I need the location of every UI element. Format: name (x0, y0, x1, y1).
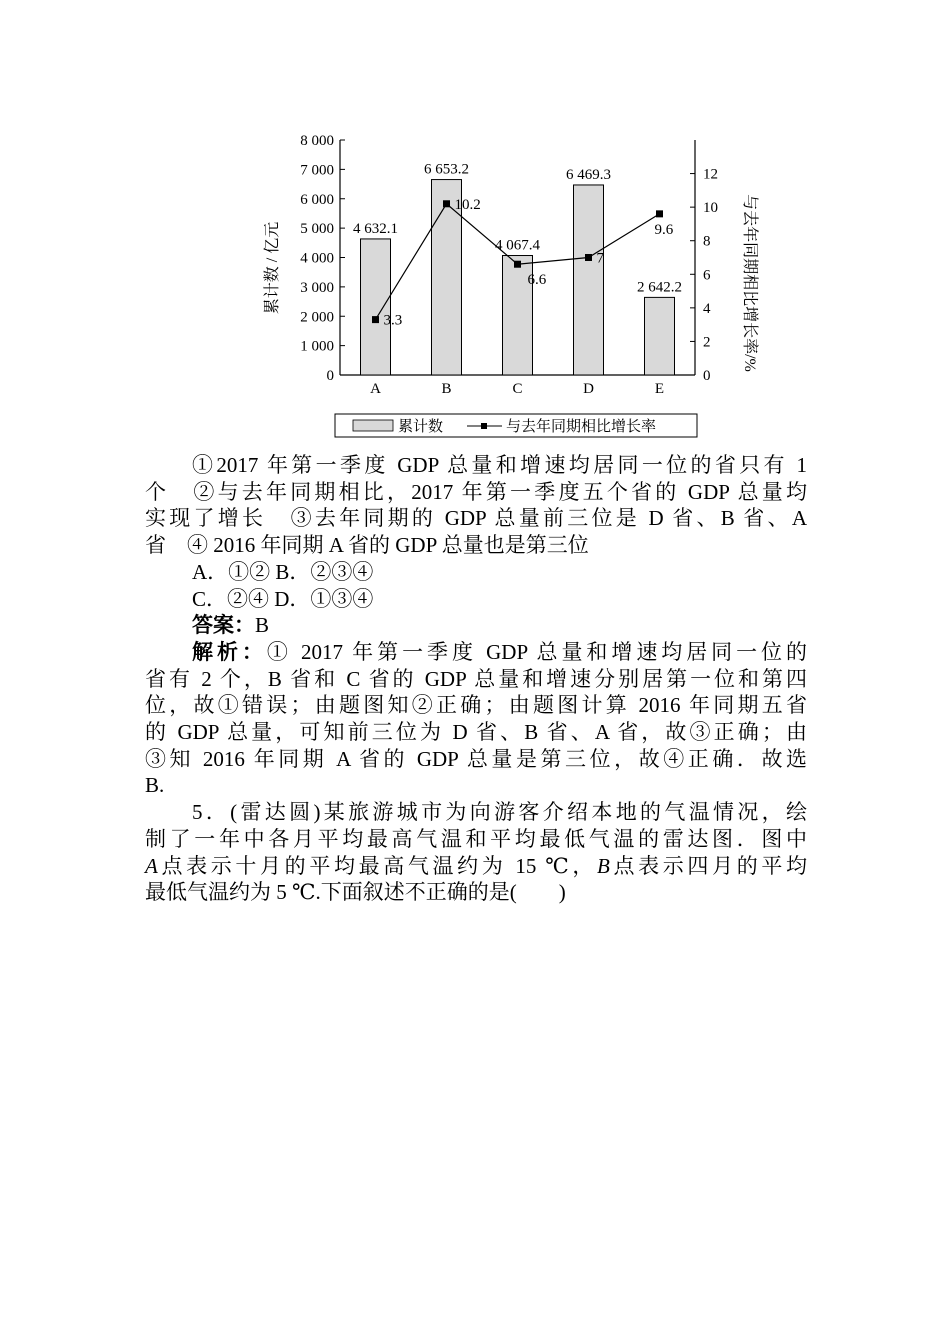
growth-rate-label: 7 (596, 250, 604, 267)
x-tick-label: E (654, 381, 665, 397)
x-tick-label: D (583, 381, 594, 397)
bar-value-label: 6 469.3 (566, 166, 611, 183)
analysis-label: 解析： (192, 639, 267, 664)
next-question-line (145, 853, 807, 880)
point-b-label: B (597, 853, 610, 878)
analysis-line: B. (145, 773, 165, 798)
y-tick-label: 1 000 (300, 338, 334, 355)
growth-rate-label: 9.6 (654, 221, 674, 238)
bar (574, 185, 604, 375)
y-tick-label: 7 000 (300, 162, 334, 179)
analysis-line: ③知 2016 年同期 A 省的 GDP 总量是第三位，故④正确．故选 (145, 746, 807, 771)
y2-tick-label: 8 (703, 233, 711, 250)
legend (335, 414, 697, 437)
statement-line: 个 ②与去年同期相比，2017 年第一季度五个省的 GDP 总量均 (145, 479, 807, 504)
y-tick-label: 5 000 (300, 221, 334, 238)
growth-rate-point (443, 200, 450, 207)
bar-value-label: 2 642.2 (637, 279, 682, 296)
question-statements (145, 452, 807, 906)
next-question-text: 点表示十月的平均最高气温约为 15 ℃， (157, 853, 598, 878)
x-tick-label: A (370, 381, 381, 397)
left-axis-ticks (300, 133, 345, 384)
bar (361, 239, 391, 375)
statement-line: 实现了增长 ③去年同期的 GDP 总量前三位是 D 省、B 省、A (145, 506, 807, 531)
growth-rate-point (585, 254, 592, 261)
analysis-line: 省有 2 个，B 省和 C 省的 GDP 总量和增速分别居第一位和第四 (145, 666, 807, 691)
answer-line (145, 612, 807, 639)
bar-value-label: 4 067.4 (495, 237, 540, 254)
growth-rate-point (372, 316, 379, 323)
legend-bar-swatch (353, 420, 393, 431)
next-question-text: 点表示四月的平均 (609, 853, 807, 878)
y-tick-label: 4 000 (300, 250, 334, 267)
bar-value-label: 6 653.2 (424, 161, 469, 178)
analysis-line: 位，故①错误；由题图知②正确；由题图计算 2016 年同期五省 (145, 693, 807, 718)
y2-tick-label: 6 (703, 267, 711, 284)
gdp-chart (240, 118, 760, 448)
growth-rate-label: 6.6 (527, 272, 547, 289)
growth-rate-label: 10.2 (454, 196, 481, 213)
x-tick-label: B (441, 381, 452, 397)
y2-tick-label: 12 (703, 166, 718, 183)
analysis-line: 的 GDP 总量，可知前三位为 D 省、B 省、A 省，故③正确；由 (145, 720, 807, 745)
y2-tick-label: 2 (703, 334, 711, 351)
y-tick-label: 6 000 (300, 191, 334, 208)
options-line: A．①② B．②③④ (192, 559, 374, 584)
y-tick-label: 8 000 (300, 133, 334, 149)
analysis-text: ① 2017 年第一季度 GDP 总量和增速均居同一位的 (266, 639, 807, 664)
growth-rate-point (656, 210, 663, 217)
y-axis-title: 累计数 / 亿元 (264, 221, 281, 315)
growth-rate-label: 3.3 (383, 312, 403, 329)
next-question-line: 5．(雷达圆)某旅游城市为向游客介绍本地的气温情况，绘 (192, 800, 807, 825)
y-tick-label: 0 (326, 368, 334, 384)
y2-tick-label: 10 (703, 200, 718, 217)
answer-label: 答案： (192, 613, 255, 638)
growth-rate-point (514, 261, 521, 268)
y-tick-label: 2 000 (300, 309, 334, 326)
next-question-line: 最低气温约为 5 ℃.下面叙述不正确的是( ) (145, 880, 566, 905)
x-tick-label: C (512, 381, 523, 397)
next-question-line: 制了一年中各月平均最高气温和平均最低气温的雷达图．图中 (145, 826, 807, 851)
options-line: C．②④ D．①③④ (192, 586, 374, 611)
legend-line-label: 与去年同期相比增长率 (506, 419, 657, 435)
y-tick-label: 3 000 (300, 279, 334, 296)
bar-value-label: 4 632.1 (353, 220, 398, 237)
y2-tick-label: 0 (703, 368, 711, 384)
statement-line: 省 ④ 2016 年同期 A 省的 GDP 总量也是第三位 (145, 533, 589, 558)
statement-line: ①2017 年第一季度 GDP 总量和增速均居同一位的省只有 1 (192, 453, 807, 477)
answer-value: B (255, 613, 270, 638)
legend-bar-label: 累计数 (398, 419, 444, 435)
y2-axis-title: 与去年同期相比增长率/% (741, 194, 758, 372)
bar (645, 297, 675, 375)
legend-line-marker (481, 423, 487, 429)
analysis-line (145, 639, 807, 666)
y2-tick-label: 4 (703, 300, 711, 317)
point-a-label: A (145, 853, 158, 878)
right-axis-ticks (690, 167, 718, 384)
